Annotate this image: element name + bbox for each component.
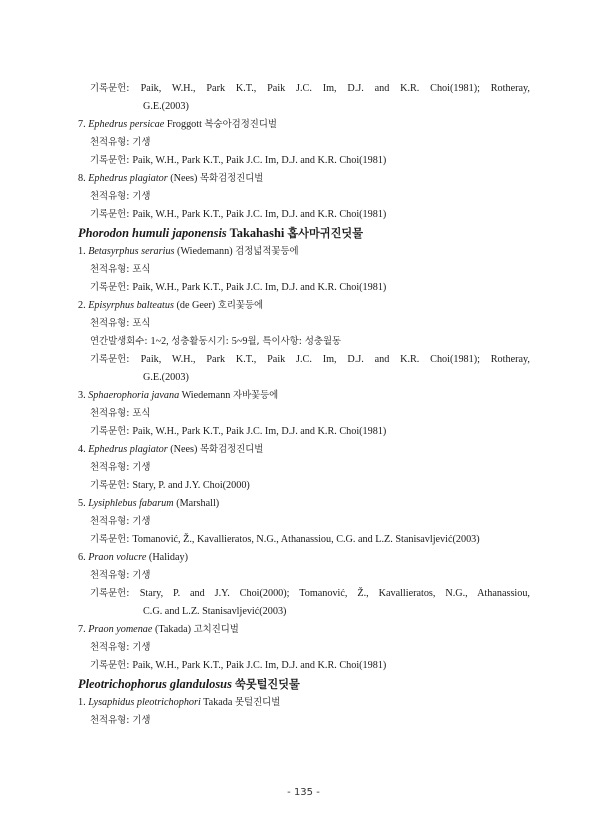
text-segment: 5~9 (231, 336, 248, 347)
text-line (78, 134, 530, 152)
text-segment: Paik, W.H., Park K.T., Paik J.C. Im, D.J. and K.R. Choi(1981) (132, 282, 387, 293)
scientific-name: Sphaerophoria javana (88, 390, 180, 401)
text-segment: 8. (78, 173, 89, 184)
korean-text: 기록문헌: (90, 660, 133, 671)
korean-text: 성충활동시기: (171, 336, 232, 347)
korean-text: 목화검정진디벌 (199, 444, 264, 455)
text-line (78, 712, 530, 730)
text-line (78, 98, 530, 116)
korean-text: 기록문헌: (90, 534, 133, 545)
scientific-name: Lysiphlebus fabarum (88, 498, 174, 509)
korean-text: 고치진디벌 (193, 624, 239, 635)
text-line (78, 459, 530, 477)
text-segment: 2. (78, 300, 89, 311)
korean-text: 기록문헌: (90, 209, 133, 220)
korean-text: 못털진디벌 (234, 697, 281, 708)
korean-text: 천적유형: 포식 (90, 264, 151, 275)
text-line (78, 369, 530, 387)
text-segment: Stary, P. and J.Y. Choi(2000); Tomanović, Ž., Kavallieratos, N.G., Athanassiou, (139, 588, 530, 599)
text-segment: 3. (78, 390, 89, 401)
scientific-name: Phorodon humuli japonensis (78, 226, 227, 240)
text-line (78, 639, 530, 657)
text-segment: C.G. and L.Z. Stanisavljević(2003) (143, 606, 287, 617)
text-segment: Takada (200, 697, 235, 708)
text-line (78, 279, 530, 297)
text-segment: (de Geer) (173, 300, 218, 311)
text-segment: 1~2, (150, 336, 172, 347)
scientific-name: Betasyrphus serarius (88, 246, 175, 257)
species-heading (78, 675, 530, 694)
text-segment: (Wiedemann) (174, 246, 236, 257)
korean-text: 월, 특이사항: 성충월동 (247, 336, 342, 347)
text-line (78, 621, 530, 639)
species-heading (78, 224, 530, 243)
text-line (78, 603, 530, 621)
text-segment: 4. (78, 444, 89, 455)
text-segment: 6. (78, 552, 89, 563)
korean-text: 홉사마귀진딧물 (287, 227, 364, 240)
scientific-name: Praon volucre (88, 552, 147, 563)
korean-text: 천적유형: 기생 (90, 462, 151, 473)
text-line (78, 297, 530, 315)
scientific-name: Ephedrus plagiator (88, 444, 168, 455)
korean-text: 기록문헌: (90, 83, 141, 94)
text-segment: Paik, W.H., Park K.T., Paik J.C. Im, D.J. and K.R. Choi(1981) (132, 209, 387, 220)
scientific-name: Lysaphidus pleotrichophori (88, 697, 201, 708)
text-line (78, 152, 530, 170)
korean-text: 천적유형: 기생 (90, 137, 151, 148)
text-segment: (Marshall) (173, 498, 220, 509)
text-line (78, 477, 530, 495)
text-line (78, 531, 530, 549)
text-segment: Paik, W.H., Park K.T., Paik J.C. Im, D.J. and K.R. Choi(1981); Rotheray, (140, 83, 530, 94)
text-line (78, 261, 530, 279)
text-segment: 1. (78, 246, 89, 257)
text-line (78, 585, 530, 603)
scientific-name: Ephedrus persicae (88, 119, 165, 130)
scientific-name: Praon yomenae (88, 624, 153, 635)
korean-text: 기록문헌: (90, 282, 133, 293)
page-number: - 135 - (287, 787, 320, 798)
korean-text: 기록문헌: (90, 588, 140, 599)
korean-text: 기록문헌: (90, 426, 133, 437)
korean-text: 천적유형: 기생 (90, 570, 151, 581)
text-segment: Takahashi (226, 226, 288, 240)
korean-text: 호리꽃등에 (217, 300, 264, 311)
text-line (78, 567, 530, 585)
scientific-name: Ephedrus plagiator (88, 173, 168, 184)
text-segment: Paik, W.H., Park K.T., Paik J.C. Im, D.J. and K.R. Choi(1981) (132, 426, 387, 437)
korean-text: 천적유형: 기생 (90, 516, 151, 527)
korean-text: 기록문헌: (90, 155, 133, 166)
text-line (78, 315, 530, 333)
text-line (78, 170, 530, 188)
text-line (78, 495, 530, 513)
text-segment: Froggott (164, 119, 205, 130)
text-line (78, 441, 530, 459)
page-content (78, 80, 530, 730)
korean-text: 복숭아검정진디벌 (204, 119, 277, 130)
text-line (78, 80, 530, 98)
text-segment: (Takada) (152, 624, 194, 635)
text-segment: G.E.(2003) (143, 101, 189, 112)
korean-text: 기록문헌: (90, 354, 141, 365)
text-line (78, 513, 530, 531)
text-segment: Paik, W.H., Park K.T., Paik J.C. Im, D.J. and K.R. Choi(1981) (132, 155, 387, 166)
text-line (78, 116, 530, 134)
text-line (78, 657, 530, 675)
text-segment: Paik, W.H., Park K.T., Paik J.C. Im, D.J. and K.R. Choi(1981); Rotheray, (140, 354, 530, 365)
korean-text: 천적유형: 포식 (90, 318, 151, 329)
text-line (78, 549, 530, 567)
text-segment: 7. (78, 624, 89, 635)
korean-text: 쑥못털진딧물 (235, 678, 300, 691)
korean-text: 검정넓적꽃등에 (235, 246, 299, 257)
text-line (78, 694, 530, 712)
text-segment: Stary, P. and J.Y. Choi(2000) (132, 480, 250, 491)
text-segment: G.E.(2003) (143, 372, 189, 383)
korean-text: 연간발생회수: (90, 336, 151, 347)
text-segment: Tomanović, Ž., Kavallieratos, N.G., Athanassiou, C.G. and L.Z. Stanisavljević(2003) (132, 534, 480, 545)
text-segment: Wiedemann (179, 390, 233, 401)
text-line (78, 188, 530, 206)
korean-text: 천적유형: 기생 (90, 715, 151, 726)
korean-text: 천적유형: 포식 (90, 408, 151, 419)
text-segment: Paik, W.H., Park K.T., Paik J.C. Im, D.J. and K.R. Choi(1981) (132, 660, 387, 671)
scientific-name: Episyrphus balteatus (88, 300, 174, 311)
text-line (78, 387, 530, 405)
text-segment: (Nees) (167, 173, 200, 184)
text-segment: 1. (78, 697, 89, 708)
korean-text: 자바꽃등에 (232, 390, 279, 401)
korean-text: 천적유형: 기생 (90, 191, 151, 202)
text-line (78, 351, 530, 369)
text-segment: 5. (78, 498, 89, 509)
text-line (78, 206, 530, 224)
korean-text: 목화검정진디벌 (199, 173, 264, 184)
text-line (78, 243, 530, 261)
korean-text: 기록문헌: (90, 480, 133, 491)
text-line (78, 333, 530, 351)
scientific-name: Pleotrichophorus glandulosus (78, 677, 232, 691)
text-line (78, 423, 530, 441)
korean-text: 천적유형: 기생 (90, 642, 151, 653)
text-segment: (Haliday) (146, 552, 188, 563)
text-line (78, 405, 530, 423)
text-segment: (Nees) (167, 444, 200, 455)
text-segment: 7. (78, 119, 89, 130)
